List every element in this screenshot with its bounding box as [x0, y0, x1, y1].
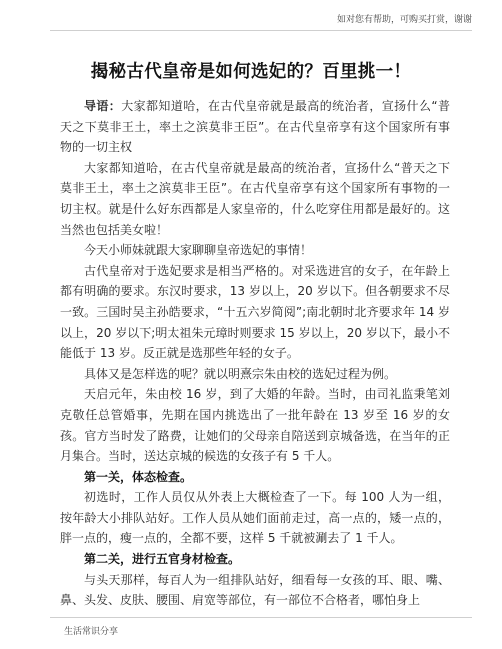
- section-heading-2: 第二关，进行五官身材检查。: [84, 552, 241, 567]
- section-text-2: 与头天那样，每百人为一组排队站好，细看每一女孩的耳、眼、嘴、鼻、头发、皮肤、腰围、肩宽等部位，有一部位不合格者，哪怕身上: [60, 572, 450, 608]
- section-text-1: 初选时，工作人员仅从外表上大概检查了一下。每 100 人为一组，按年龄大小排队站好。工作人员从她们面前走过，高一点的，矮一点的，胖一点的，瘦一点的，全都不要，这样 5 千就被涮去了 1 千人。: [60, 490, 450, 546]
- paragraph-1: 大家都知道哈，在古代皇帝就是最高的统治者，宣扬什么“普天之下莫非王土，率土之滨莫非王臣”。在古代皇帝享有这个国家所有事物的一切主权。就是什么好东西都是人家皇帝的，什么吃穿住用都是最好的。这当然也包括美女啦！: [60, 160, 450, 237]
- footer-text: 生活常识分享: [64, 627, 119, 637]
- paragraph-2: 今天小师妹就跟大家聊聊皇帝选妃的事情！: [84, 243, 313, 258]
- lead-label: 导语：: [84, 99, 122, 113]
- section-heading-1: 第一关，体态检查。: [84, 469, 193, 484]
- article-body: [60, 96, 450, 611]
- paragraph-5: 天启元年，朱由校 16 岁，到了大婚的年龄。当时，由司礼监秉笔刘克敬任总管婚事，先期在国内挑选出了一批年龄在 13 岁至 16 岁的女孩。官方当时发了路费，让她们的父母亲自陪送到京城备选，在当年的正月集合。当时，送达京城的候选的女孩子有 5 千人。: [60, 387, 450, 464]
- header-divider: [50, 30, 472, 31]
- paragraph-4: 具体又是怎样选的呢？就以明熹宗朱由校的选妃过程为例。: [84, 366, 397, 381]
- lead-paragraph: [60, 96, 450, 158]
- lead-text: 大家都知道哈，在古代皇帝就是最高的统治者，宣扬什么“普天之下莫非王土，率土之滨莫非王臣”。在古代皇帝享有这个国家所有事物的一切主权: [60, 99, 450, 155]
- header-note: 如对您有帮助，可购买打赏，谢谢: [336, 15, 472, 25]
- article-title: 揭秘古代皇帝是如何选妃的？百里挑一！: [90, 62, 412, 82]
- footer-divider: [50, 617, 472, 618]
- paragraph-3: 古代皇帝对于选妃要求是相当严格的。对采选进宫的女子，在年龄上都有明确的要求。东汉时要求，13 岁以上，20 岁以下。但各朝要求不尽一致。三国时吴主孙皓要求，“十五六岁简阅”;南北朝时北齐要求年 14 岁以上，20 岁以下;明太祖朱元璋时则要求 15 岁以上，20 岁以下，最小不能低于 13 岁。反正就是选那些年轻的女子。: [60, 263, 450, 361]
